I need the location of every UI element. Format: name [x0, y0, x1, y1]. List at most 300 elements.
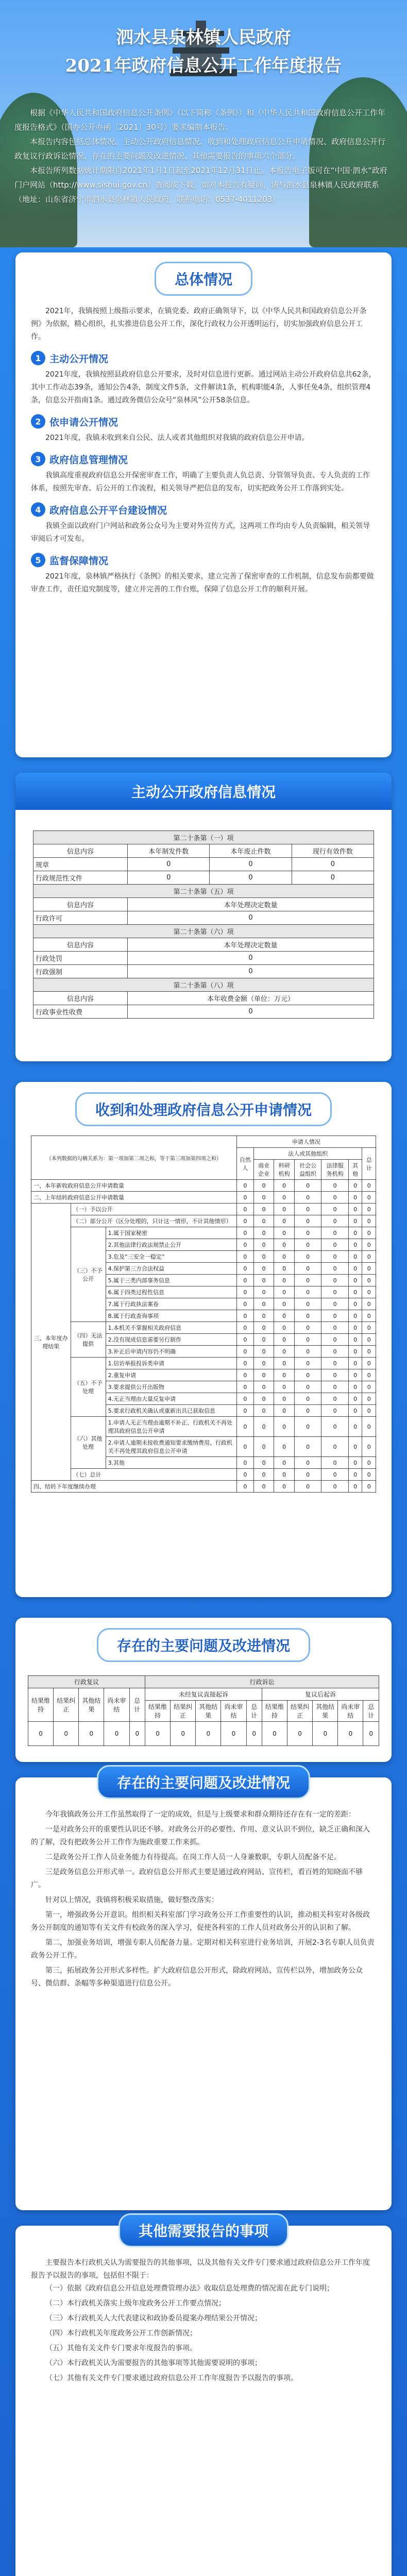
table-cell: 0	[321, 1393, 349, 1405]
problem-paragraph: 二是政务公开工作人员业务能力有待提高。在岗工作人员一人身兼数职，专职人员配备不足。	[45, 1853, 341, 1861]
row-group-label: （五）不予处理	[71, 1358, 106, 1417]
table-cell: 0	[321, 1322, 349, 1334]
table-section-header: 第二十条第（五）项	[33, 885, 374, 898]
table-cell: 0	[348, 1369, 362, 1381]
table-cell: 0	[236, 1334, 253, 1346]
table-cell: 0	[274, 1322, 295, 1334]
table-cell: 0	[236, 1469, 253, 1481]
column-header: 总计	[246, 1701, 262, 1722]
table-cell: 0	[348, 1457, 362, 1469]
row-label: 2.重复申请	[106, 1369, 236, 1381]
table-cell: 0	[348, 1298, 362, 1310]
table-cell: 0	[274, 1393, 295, 1405]
table-cell: 0	[348, 1358, 362, 1369]
column-header: 现行有效件数	[292, 844, 374, 858]
table-cell: 0	[236, 1358, 253, 1369]
column-header: 行政诉讼	[145, 1676, 379, 1688]
table-cell: 0	[348, 1381, 362, 1393]
active-disclosure-table	[33, 831, 374, 1019]
table-cell: 0	[253, 1381, 274, 1393]
table-cell: 0	[348, 1469, 362, 1481]
title-line-1: 泗水县泉林镇人民政府	[116, 27, 291, 48]
table-cell: 0	[348, 1251, 362, 1263]
review-card	[15, 1618, 392, 1762]
table-cell: 0	[348, 1275, 362, 1286]
table-cell: 0	[128, 965, 374, 978]
table-cell: 0	[362, 1239, 376, 1251]
row-label: 1.申请人无正当理由逾期不补正、行政机关不再处理其政府信息公开申请	[106, 1417, 236, 1437]
column-header: 未经复议直接起诉	[145, 1688, 262, 1701]
table-cell: 0	[128, 911, 374, 925]
problem-paragraph: 三是政务信息公开形式单一。政府信息公开形式主要是通过政府网站、宣传栏，看百姓的知晓面不够广。	[31, 1868, 363, 1889]
table-cell: 0	[294, 1358, 321, 1369]
table-cell: 0	[294, 1405, 321, 1417]
row-label: 7.属于行政执法案卷	[106, 1298, 236, 1310]
table-cell: 0	[236, 1481, 253, 1493]
number-badge: 4	[31, 502, 45, 517]
column-header: 结果纠正	[171, 1701, 196, 1722]
table-cell: 0	[274, 1227, 295, 1239]
other-item: （二）本行政机关落实上级年度政务公开工作要点情况；	[45, 2299, 226, 2308]
table-cell: 0	[274, 1251, 295, 1263]
overview-item	[31, 553, 376, 596]
table-section-header: 第二十条第（六）项	[33, 925, 374, 938]
column-header: 本年收费金额（单位：万元）	[128, 992, 374, 1005]
table-cell: 0	[321, 1298, 349, 1310]
table-cell: 0	[236, 1227, 253, 1239]
table-cell: 0	[253, 1405, 274, 1417]
table-cell: 0	[362, 1417, 376, 1437]
table-cell: 0	[321, 1334, 349, 1346]
review-table	[28, 1675, 379, 1746]
column-header: 商业企业	[253, 1160, 274, 1180]
table-cell: 0	[274, 1334, 295, 1346]
column-header: 信息内容	[33, 898, 128, 911]
other-item: （一）依据《政府信息公开信息处理费管理办法》收取信息处理费的情况需在此专门说明；	[45, 2284, 334, 2293]
table-cell: 0	[236, 1393, 253, 1405]
problem-paragraph: 针对以上情况，我镇将积极采取措施，做好整改落实：	[45, 1896, 218, 1904]
table-cell: 0	[253, 1469, 274, 1481]
table-cell: 0	[362, 1469, 376, 1481]
table-row	[31, 1180, 376, 1192]
table-cell: 0	[236, 1215, 253, 1227]
table-cell: 0	[348, 1405, 362, 1417]
other-title: 其他需要报告的事项	[118, 2213, 289, 2247]
table-cell: 0	[321, 1263, 349, 1275]
table-cell: 0	[253, 1346, 274, 1358]
column-header: 本年制发件数	[128, 844, 210, 858]
table-cell: 0	[253, 1275, 274, 1286]
table-cell: 0	[128, 1005, 374, 1019]
table-cell: 0	[294, 1286, 321, 1298]
table-cell: 0	[54, 1722, 79, 1746]
table-cell: 0	[128, 952, 374, 965]
table-cell: 0	[321, 1369, 349, 1381]
column-header: 信息内容	[33, 938, 128, 952]
column-header: 结果维持	[145, 1701, 170, 1722]
table-cell: 0	[321, 1239, 349, 1251]
problem-paragraph: 今年我镇政务公开工作虽然取得了一定的成效，但是与上级要求和群众期待还存在有一定的差距：	[45, 1810, 355, 1819]
table-cell: 0	[274, 1481, 295, 1493]
table-cell: 0	[321, 1381, 349, 1393]
table-cell: 0	[253, 1204, 274, 1215]
table-cell: 0	[253, 1215, 274, 1227]
column-header: 法律服务机构	[321, 1160, 349, 1180]
table-cell: 0	[294, 1437, 321, 1457]
problem-paragraph: 一是对政务公开的重要性认识还不够。对政务公开的必要性、作用、意义认识不到位，缺乏正确和深入的了解，没有把政务公开工作作为施政重要工作来抓。	[31, 1825, 370, 1846]
table-cell: 0	[294, 1457, 321, 1469]
column-header: 自然人	[236, 1148, 253, 1180]
table-cell: 0	[321, 1481, 349, 1493]
table-cell: 0	[362, 1215, 376, 1227]
overview-item	[31, 414, 376, 445]
column-header: 其他结果	[79, 1688, 104, 1722]
other-lead: 主要报告本行政机关认为需要报告的其他事项，以及其他有关文件专门要求通过政府信息公开工作年度报告予以报告的事项，包括但不限于：	[31, 2259, 370, 2280]
page-title	[0, 23, 407, 77]
table-cell: 0	[274, 1469, 295, 1481]
table-cell: 0	[210, 871, 292, 885]
number-badge: 5	[31, 553, 45, 567]
table-cell: 行政事业性收费	[33, 1005, 128, 1019]
item-text: 2021年度，我镇未收到来自公民、法人或者其他组织对我镇的政府信息公开申请。	[45, 434, 309, 442]
table-cell: 0	[236, 1310, 253, 1322]
table-cell: 0	[294, 1369, 321, 1381]
table-cell: 0	[274, 1180, 295, 1192]
title-line-2: 2021年政府信息公开工作年度报告	[65, 56, 342, 76]
table-cell: 0	[274, 1369, 295, 1381]
table-cell: 0	[348, 1481, 362, 1493]
table-cell: 0	[321, 1469, 349, 1481]
table-cell: 0	[348, 1192, 362, 1204]
table-cell: 0	[274, 1298, 295, 1310]
table-cell: 0	[321, 1251, 349, 1263]
table-cell: 0	[210, 858, 292, 871]
problems-title: 存在的主要问题及改进情况	[97, 1765, 310, 1799]
column-header: 结果维持	[262, 1701, 287, 1722]
table-cell: 0	[294, 1417, 321, 1437]
table-cell: 0	[362, 1263, 376, 1275]
table-cell: 0	[294, 1239, 321, 1251]
table-cell: 0	[313, 1722, 338, 1746]
row-group-label: 三、本年度办理结果	[31, 1204, 71, 1481]
column-header: 尚未审结	[221, 1701, 246, 1722]
table-cell: 0	[294, 1481, 321, 1493]
column-header: 结果维持	[28, 1688, 54, 1722]
table-cell: 0	[236, 1346, 253, 1358]
table-cell: 0	[321, 1227, 349, 1239]
table-cell: 0	[253, 1393, 274, 1405]
table-cell: 0	[253, 1310, 274, 1322]
column-header: 申请人情况	[236, 1136, 376, 1148]
table-cell: 0	[321, 1286, 349, 1298]
table-row	[31, 1417, 376, 1437]
table-cell: 0	[362, 1298, 376, 1310]
table-cell: 0	[321, 1346, 349, 1358]
table-cell: 0	[253, 1251, 274, 1263]
row-label: 6.属于四类过程性信息	[106, 1286, 236, 1298]
table-cell: 0	[321, 1405, 349, 1417]
active-disclosure-card	[15, 773, 392, 1061]
table-cell: 0	[294, 1204, 321, 1215]
overview-item	[31, 452, 376, 495]
table-row	[31, 1322, 376, 1334]
table-cell: 0	[253, 1457, 274, 1469]
problem-paragraph: 第二，加强业务培训，增强专职人员配备力量。定期对相关科室进行业务培训，开展2-3名专职人员负责政务公开工作。	[31, 1939, 375, 1960]
table-cell: 0	[321, 1204, 349, 1215]
table-cell: 0	[362, 1393, 376, 1405]
table-cell: 0	[104, 1722, 129, 1746]
table-cell: 0	[321, 1180, 349, 1192]
table-cell: 0	[362, 1180, 376, 1192]
column-header: 总计	[363, 1701, 379, 1722]
table-cell: 0	[28, 1722, 54, 1746]
row-label: 4.保护第三方合法权益	[106, 1263, 236, 1275]
hero-banner	[0, 0, 407, 247]
row-label: 4.无正当理由大量反复申请	[106, 1393, 236, 1405]
table-cell: 0	[363, 1722, 379, 1746]
table-cell: 0	[236, 1239, 253, 1251]
other-item: （三）本行政机关人大代表建议和政协委员提案办理结果公开情况；	[45, 2314, 262, 2323]
table-cell: 0	[362, 1457, 376, 1469]
table-cell: 0	[348, 1437, 362, 1457]
table-cell: 0	[274, 1263, 295, 1275]
other-list	[31, 2282, 376, 2385]
row-label: 一、本年新收政府信息公开申请数量	[31, 1180, 237, 1192]
column-header: 科研机构	[274, 1160, 295, 1180]
table-cell: 0	[292, 858, 374, 871]
table-cell: 0	[321, 1417, 349, 1437]
table-row	[31, 1481, 376, 1493]
intro-text	[14, 106, 393, 207]
table-row	[31, 1204, 376, 1215]
requests-card	[15, 1082, 392, 1597]
table-cell: 0	[274, 1417, 295, 1437]
column-header: 本年处理决定数量	[128, 898, 374, 911]
table-cell: 0	[253, 1437, 274, 1457]
number-badge: 2	[31, 414, 45, 429]
intro-paragraph: 本报告内容包括总体情况、主动公开政府信息情况、收到和处理政府信息公开申请情况、政府信息公开行政复议行政诉讼情况、存在的主要问题及改进情况、其他需要报告的事项六个部分。	[14, 137, 386, 161]
table-cell: 0	[294, 1334, 321, 1346]
table-cell: 0	[236, 1322, 253, 1334]
column-header: 行政复议	[28, 1676, 145, 1688]
row-label: （七）总计	[71, 1469, 236, 1481]
row-group-label: （三）不予公开	[71, 1227, 106, 1322]
row-label: 2.没有现成信息需要另行制作	[106, 1334, 236, 1346]
item-heading: 依申请公开情况	[49, 416, 118, 428]
problems-body	[31, 1808, 376, 1990]
column-header: 本年废止件数	[210, 844, 292, 858]
table-cell: 0	[274, 1275, 295, 1286]
intro-paragraph: 根据《中华人民共和国政府信息公开条例》（以下简称《条例》）和《中华人民共和国政府信息公开工作年度报告格式》（国办公开办函〔2021〕30号）要求编制本报告。	[14, 108, 386, 132]
table-cell: 0	[294, 1469, 321, 1481]
table-cell: 0	[362, 1405, 376, 1417]
column-header: 其他结果	[313, 1701, 338, 1722]
table-cell: 行政规范性文件	[33, 871, 128, 885]
table-cell: 0	[348, 1286, 362, 1298]
table-cell: 0	[362, 1204, 376, 1215]
table-cell: 0	[294, 1298, 321, 1310]
overview-item	[31, 502, 376, 546]
table-cell: 0	[321, 1457, 349, 1469]
table-cell: 0	[253, 1481, 274, 1493]
table-cell: 0	[362, 1310, 376, 1322]
table-cell: 行政强制	[33, 965, 128, 978]
row-label: 1.信访举报投诉类申请	[106, 1358, 236, 1369]
table-cell: 0	[253, 1286, 274, 1298]
requests-table	[31, 1136, 376, 1493]
table-cell: 0	[253, 1263, 274, 1275]
table-cell: 0	[362, 1481, 376, 1493]
table-cell: 0	[274, 1192, 295, 1204]
other-item: （四）本行政机关年度政务公开工作创新情况；	[45, 2329, 197, 2337]
row-label: 3.要求提供公开出版物	[106, 1381, 236, 1393]
item-heading: 政府信息公开平台建设情况	[49, 504, 167, 516]
table-cell: 0	[362, 1192, 376, 1204]
table-cell: 0	[128, 858, 210, 871]
row-group-label: （六）其他处理	[71, 1417, 106, 1469]
table-cell: 行政许可	[33, 911, 128, 925]
table-cell: 0	[253, 1298, 274, 1310]
column-header: 结果纠正	[54, 1688, 79, 1722]
table-cell: 0	[253, 1334, 274, 1346]
column-header: 结果纠正	[287, 1701, 313, 1722]
table-cell: 0	[292, 871, 374, 885]
table-cell: 0	[321, 1310, 349, 1322]
table-row	[31, 1469, 376, 1481]
number-badge: 1	[31, 351, 45, 365]
table-cell: 0	[321, 1437, 349, 1457]
table-cell: 0	[348, 1334, 362, 1346]
table-cell: 0	[236, 1275, 253, 1286]
table-cell: 0	[294, 1180, 321, 1192]
table-cell: 0	[129, 1722, 145, 1746]
row-label: （一）予以公开	[71, 1204, 236, 1215]
table-cell: 0	[236, 1417, 253, 1437]
table-cell: 0	[362, 1275, 376, 1286]
column-header: 其他	[348, 1160, 362, 1180]
table-cell: 0	[236, 1286, 253, 1298]
table-row	[31, 1192, 376, 1204]
table-cell: 0	[338, 1722, 363, 1746]
table-cell: 0	[253, 1227, 274, 1239]
number-badge: 3	[31, 452, 45, 466]
column-header: 信息内容	[33, 844, 128, 858]
table-cell: 0	[362, 1334, 376, 1346]
column-header: 其他结果	[196, 1701, 221, 1722]
row-label: 1.属于国家秘密	[106, 1227, 236, 1239]
table-cell: 0	[348, 1263, 362, 1275]
table-row	[31, 1227, 376, 1239]
table-cell: 0	[253, 1180, 274, 1192]
row-label: 3.其他	[106, 1457, 236, 1469]
table-cell: 0	[253, 1417, 274, 1437]
overview-lead: 2021年，我镇按照上级指示要求，在镇党委、政府正确领导下，以《中华人民共和国政府信息公开条例》为依据，精心组织，扎实推进信息公开工作，深化行政权力公开透明运行，切实加强政府信息公开工作。	[31, 307, 367, 341]
overview-title: 总体情况	[155, 262, 252, 296]
table-cell: 0	[348, 1239, 362, 1251]
item-text: 我镇全面以政府门户网站和政务公众号为主要对外宣传方式，这两项工作均由专人负责编辑，相关领导审阅后才可发布。	[31, 522, 370, 543]
column-header: 总计	[129, 1688, 145, 1722]
table-cell: 0	[348, 1417, 362, 1437]
table-cell: 0	[348, 1393, 362, 1405]
table-cell: 0	[236, 1437, 253, 1457]
overview-item	[31, 351, 376, 407]
column-header: 尚未审结	[338, 1701, 363, 1722]
column-header: 总计	[362, 1148, 376, 1180]
table-cell: 0	[274, 1286, 295, 1298]
table-cell: 0	[362, 1346, 376, 1358]
table-row	[31, 1358, 376, 1369]
table-section-header: 第二十条第（一）项	[33, 831, 374, 844]
table-cell: 0	[294, 1275, 321, 1286]
row-label: 5.要求行政机关确认或重新出具已获取信息	[106, 1405, 236, 1417]
table-cell: 行政处罚	[33, 952, 128, 965]
table-cell: 0	[145, 1722, 170, 1746]
table-cell: 0	[348, 1180, 362, 1192]
table-cell: 0	[294, 1310, 321, 1322]
table-cell: 0	[294, 1346, 321, 1358]
row-group-label: （四）无法提供	[71, 1322, 106, 1358]
table-cell: 0	[294, 1251, 321, 1263]
column-header: 尚未审结	[104, 1688, 129, 1722]
row-label: 四、结转下年度继续办理	[31, 1481, 237, 1493]
table-cell: 0	[236, 1369, 253, 1381]
table-cell: 0	[262, 1722, 287, 1746]
table-cell: 0	[362, 1437, 376, 1457]
row-label: 2.申请人逾期未按收费通知要求缴纳费用、行政机关不再处理其政府信息公开申请	[106, 1437, 236, 1457]
table-cell: 0	[362, 1286, 376, 1298]
row-label: 8.属于行政查询事项	[106, 1310, 236, 1322]
table-cell: 0	[274, 1437, 295, 1457]
table-cell: 0	[348, 1310, 362, 1322]
column-header: 法人或其他组织	[253, 1148, 362, 1160]
table-cell: 0	[362, 1381, 376, 1393]
table-cell: 0	[236, 1381, 253, 1393]
table-cell: 0	[221, 1722, 246, 1746]
table-cell: 0	[236, 1180, 253, 1192]
column-header: 复议后起诉	[262, 1688, 379, 1701]
table-cell: 0	[253, 1358, 274, 1369]
table-cell: 0	[253, 1322, 274, 1334]
item-text: 我镇高度重视政府信息公开保密审查工作，明确了主要负责人负总责、分管领导负责、专人负责的工作体系，按照先审查、后公开的工作流程，相关领导严把信息的发布，切实把政务公开工作落到实处。	[31, 471, 370, 493]
table-cell: 0	[246, 1722, 262, 1746]
other-item: （七）其他有关文件专门要求通过政府信息公开工作年度报告予以报告的事项。	[45, 2374, 298, 2382]
table-cell: 规章	[33, 858, 128, 871]
table-cell: 0	[287, 1722, 313, 1746]
table-cell: 0	[348, 1322, 362, 1334]
row-label: 二、上年结转政府信息公开申请数量	[31, 1192, 237, 1204]
table-cell: 0	[294, 1263, 321, 1275]
table-corner-note: （本列数据的勾稽关系为：第一项加第二项之和，等于第三项加第四项之和）	[31, 1136, 237, 1180]
table-cell: 0	[321, 1215, 349, 1227]
overview-card	[15, 252, 392, 757]
row-label: 3.危及“三安全一稳定”	[106, 1251, 236, 1263]
table-cell: 0	[236, 1298, 253, 1310]
column-header: 社会公益组织	[294, 1160, 321, 1180]
row-label: 2.其他法律行政法规禁止公开	[106, 1239, 236, 1251]
item-heading: 主动公开情况	[49, 353, 109, 365]
review-title: 存在的主要问题及改进情况	[97, 1628, 310, 1662]
table-cell: 0	[294, 1393, 321, 1405]
table-cell: 0	[294, 1215, 321, 1227]
table-cell: 0	[362, 1227, 376, 1239]
row-label: 1.本机关不掌握相关政府信息	[106, 1322, 236, 1334]
row-label: 5.属于三类内部事务信息	[106, 1275, 236, 1286]
table-cell: 0	[128, 871, 210, 885]
row-label: （二）部分公开（区分处理的，只计这一情形，不计其他情形）	[71, 1215, 236, 1227]
item-heading: 政府信息管理情况	[49, 454, 128, 466]
table-cell: 0	[236, 1251, 253, 1263]
row-label: 3.补正后申请内容仍不明确	[106, 1346, 236, 1358]
